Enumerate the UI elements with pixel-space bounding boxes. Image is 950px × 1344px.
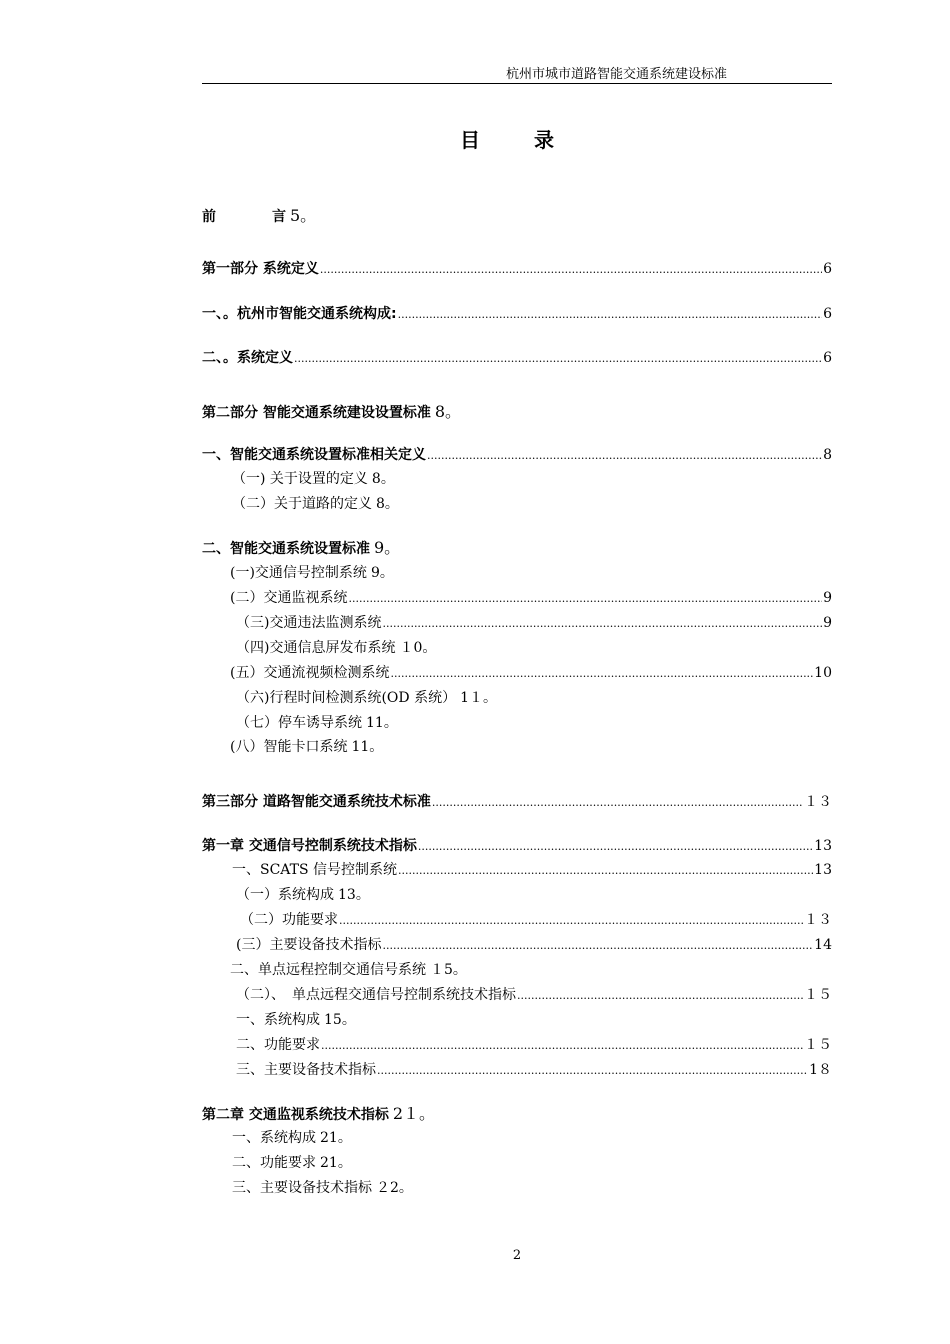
toc-entry[interactable] xyxy=(202,792,832,812)
toc-entry-label: 一、系统构成 xyxy=(236,1012,320,1028)
toc-entry-label: （三)交通违法监测系统 xyxy=(236,615,382,631)
toc-entry-label: 二、智能交通系统设置标准 xyxy=(202,541,370,557)
toc-entry[interactable] xyxy=(232,1178,413,1198)
toc-entry-page: ２2。 xyxy=(376,1180,413,1196)
toc-entry-page: 1８ xyxy=(809,1062,832,1078)
toc-leader-dots xyxy=(320,260,822,280)
title-char-2: 录 xyxy=(534,128,554,152)
toc-leader-dots xyxy=(382,614,822,634)
toc-entry-page: 9。 xyxy=(374,538,401,557)
toc-entry-label: (一)交通信号控制系统 xyxy=(230,565,367,581)
toc-entry-label: 三、主要设备技术指标 xyxy=(236,1062,376,1078)
toc-entry-label: （二）关于道路的定义 xyxy=(232,496,372,512)
toc-entry-label: (八）智能卡口系统 xyxy=(230,739,348,755)
header-title: 杭州市城市道路智能交通系统建设标准 xyxy=(505,67,727,82)
toc-entry-label: (二）交通监视系统 xyxy=(230,590,348,606)
toc-entry-page: 6 xyxy=(823,261,832,277)
toc-entry[interactable] xyxy=(232,1153,352,1173)
toc-entry-page: 5。 xyxy=(290,206,317,225)
toc-entry[interactable] xyxy=(236,1035,832,1055)
toc-entry-label: 二、。系统定义 xyxy=(202,350,293,366)
toc-entry[interactable] xyxy=(202,206,316,226)
toc-entry[interactable] xyxy=(236,885,370,905)
toc-entry[interactable] xyxy=(236,613,832,633)
toc-entry-label: （一）系统构成 xyxy=(236,887,334,903)
toc-entry-page: 1１。 xyxy=(460,690,497,706)
toc-entry-label: (三）主要设备技术指标 xyxy=(236,937,382,953)
toc-entry[interactable] xyxy=(230,663,832,683)
toc-entry[interactable] xyxy=(240,910,832,930)
toc-entry[interactable] xyxy=(236,985,832,1005)
toc-entry[interactable] xyxy=(230,563,394,583)
toc-leader-dots xyxy=(398,861,813,881)
toc-entry[interactable] xyxy=(236,1010,356,1030)
toc-leader-dots xyxy=(418,837,813,857)
toc-entry-label: 一、系统构成 xyxy=(232,1130,316,1146)
toc-entry[interactable] xyxy=(202,402,461,422)
toc-entry-page: １３ xyxy=(804,912,832,928)
toc-entry-page: 9。 xyxy=(370,565,394,581)
toc-entry-page: 8 xyxy=(823,447,832,463)
toc-entry-label: 前 言 xyxy=(202,209,286,225)
toc-entry-page: 11。 xyxy=(351,739,384,755)
toc-entry-page: 9 xyxy=(823,615,832,631)
toc-entry[interactable] xyxy=(236,688,497,708)
toc-entry-page: 6 xyxy=(823,350,832,366)
toc-entry-label: 第二部分 智能交通系统建设设置标准 xyxy=(202,405,431,421)
toc-entry-label: （七）停车诱导系统 xyxy=(236,715,362,731)
toc-entry-label: 第二章 交通监视系统技术指标 xyxy=(202,1107,389,1123)
page-title xyxy=(460,124,554,153)
toc-entry-page: 13。 xyxy=(338,887,370,903)
toc-entry-page: 10 xyxy=(814,665,832,681)
toc-entry[interactable] xyxy=(236,638,436,658)
toc-entry-label: 一、SCATS 信号控制系统 xyxy=(232,862,398,878)
toc-entry[interactable] xyxy=(236,935,832,955)
toc-entry-label: （一) 关于设置的定义 xyxy=(232,471,368,487)
toc-entry-page: 9 xyxy=(823,590,832,606)
toc-leader-dots xyxy=(390,664,813,684)
toc-entry-page: １0。 xyxy=(399,640,437,656)
toc-entry[interactable] xyxy=(232,469,395,489)
toc-leader-dots xyxy=(348,589,822,609)
toc-leader-dots xyxy=(427,446,822,466)
toc-entry-label: 一、。杭州市智能交通系统构成: xyxy=(202,306,397,322)
toc-leader-dots xyxy=(382,936,813,956)
toc-entry[interactable] xyxy=(232,494,399,514)
toc-entry-label: 第三部分 道路智能交通系统技术标准 xyxy=(202,794,431,810)
toc-entry-page: 11。 xyxy=(366,715,398,731)
toc-entry-label: （四)交通信息屏发布系统 xyxy=(236,640,396,656)
toc-entry-page: 13 xyxy=(814,862,832,878)
toc-entry[interactable] xyxy=(232,860,832,880)
toc-entry-label: 第一部分 系统定义 xyxy=(202,261,319,277)
toc-leader-dots xyxy=(517,986,803,1006)
toc-entry-label: （二）功能要求 xyxy=(240,912,338,928)
toc-entry-page: １5。 xyxy=(430,962,467,978)
toc-entry[interactable] xyxy=(230,737,383,757)
toc-leader-dots xyxy=(321,1036,803,1056)
page-number: 2 xyxy=(512,1248,522,1263)
toc-entry[interactable] xyxy=(202,348,832,368)
toc-entry-page: 21。 xyxy=(320,1130,352,1146)
toc-entry-page: 13 xyxy=(814,838,832,854)
toc-entry-page: 8。 xyxy=(376,496,399,512)
toc-entry-page: 14 xyxy=(814,937,832,953)
toc-entry-label: （六)行程时间检测系统(OD 系统） xyxy=(236,690,457,706)
toc-entry-page: 6 xyxy=(823,306,832,322)
toc-leader-dots xyxy=(377,1061,808,1081)
toc-entry[interactable] xyxy=(230,588,832,608)
toc-entry-page: 15。 xyxy=(324,1012,356,1028)
toc-entry[interactable] xyxy=(202,836,832,856)
toc-entry-label: 一、智能交通系统设置标准相关定义 xyxy=(202,447,426,463)
toc-entry[interactable] xyxy=(236,1060,832,1080)
title-char-1: 目 xyxy=(460,128,480,152)
toc-entry-page: 21。 xyxy=(320,1155,352,1171)
toc-entry[interactable] xyxy=(236,713,398,733)
toc-leader-dots xyxy=(398,305,822,325)
toc-entry-page: １５ xyxy=(804,987,832,1003)
toc-entry-label: 二、功能要求 xyxy=(232,1155,316,1171)
toc-entry-page: 8。 xyxy=(371,471,395,487)
running-header xyxy=(202,66,832,84)
toc-entry-page: 2１。 xyxy=(392,1104,436,1123)
toc-entry[interactable] xyxy=(230,960,467,980)
toc-entry-page: １５ xyxy=(804,1037,832,1053)
toc-entry-label: （二）、 单点远程交通信号控制系统技术指标 xyxy=(236,987,516,1003)
toc-entry-label: (五）交通流视频检测系统 xyxy=(230,665,390,681)
toc-entry[interactable] xyxy=(202,538,400,558)
toc-entry[interactable] xyxy=(202,1104,435,1124)
toc-leader-dots xyxy=(339,911,803,931)
toc-entry[interactable] xyxy=(202,445,832,465)
toc-leader-dots xyxy=(294,349,822,369)
toc-leader-dots xyxy=(432,793,803,813)
toc-entry-label: 二、功能要求 xyxy=(236,1037,320,1053)
toc-entry-page: 8。 xyxy=(434,402,462,421)
toc-entry-label: 第一章 交通信号控制系统技术指标 xyxy=(202,838,417,854)
toc-entry-page: １３ xyxy=(804,794,832,810)
toc-entry[interactable] xyxy=(202,259,832,279)
toc-entry-label: 二、单点远程控制交通信号系统 xyxy=(230,962,426,978)
toc-entry[interactable] xyxy=(232,1128,352,1148)
toc-entry[interactable] xyxy=(202,304,832,324)
toc-entry-label: 三、主要设备技术指标 xyxy=(232,1180,372,1196)
